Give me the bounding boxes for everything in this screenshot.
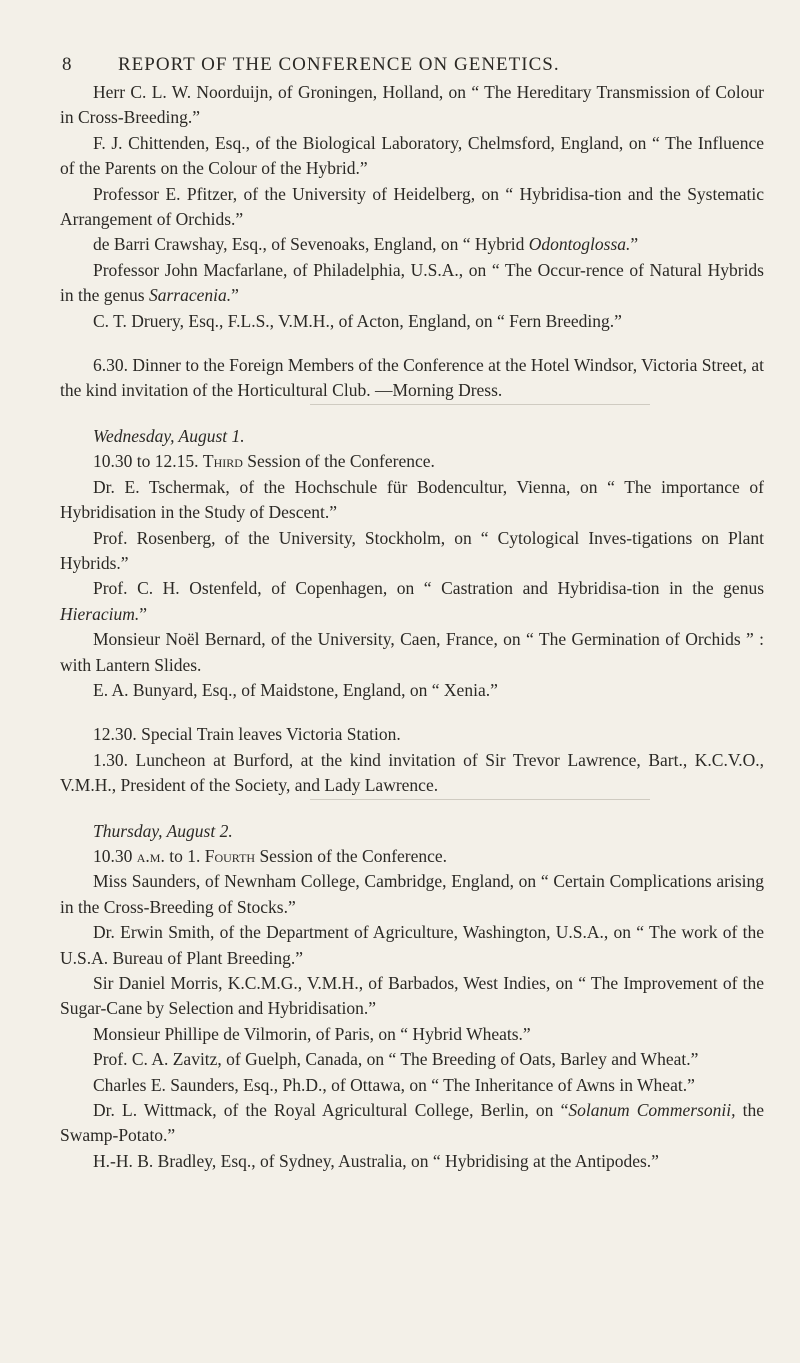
- session-fourth-am: a.m.: [136, 845, 165, 866]
- session-fourth-rest: Session of the Conference.: [259, 845, 448, 866]
- session-third-time: 10.30 to 12.15.: [93, 451, 199, 472]
- entry-wittmack: [60, 1098, 764, 1149]
- entry-ostenfeld-genus: Hieracium.: [60, 603, 140, 624]
- session-fourth: [60, 844, 764, 869]
- entry-train: 12.30. Special Train leaves Victoria Station.: [93, 724, 401, 745]
- entry-vilmorin: Monsieur Phillipe de Vilmorin, of Paris, on “ Hybrid Wheats.”: [93, 1023, 531, 1044]
- entry-crawshay: de Barri Crawshay, Esq., of Sevenoaks, England, on “ Hybrid Odontoglossa.”: [93, 234, 639, 255]
- entry-charles-saunders: Charles E. Saunders, Esq., Ph.D., of Ottawa, on “ The Inheritance of Awns in Wheat.”: [93, 1074, 695, 1095]
- entry-crawshay-genus: Odontoglossa.: [528, 234, 631, 255]
- entry-wittmack-post: the Swamp-Potato.”: [60, 1100, 764, 1146]
- entry-crawshay-text: de Barri Crawshay, Esq., of Sevenoaks, England, on “ Hybrid: [93, 234, 525, 255]
- date-wednesday: Wednesday, August 1.: [93, 425, 245, 446]
- session-fourth-time: 10.30: [93, 845, 133, 866]
- entry-wittmack-species: Solanum Commersonii,: [568, 1100, 736, 1121]
- entry-rosenberg: Prof. Rosenberg, of the University, Stockholm, on “ Cytological Inves-tigations on Plant Hybrids.”: [60, 527, 764, 573]
- date-thursday: Thursday, August 2.: [93, 820, 233, 841]
- session-fourth-to: to 1.: [169, 845, 201, 866]
- entry-macfarlane-text: Professor John Macfarlane, of Philadelphia, U.S.A., on “ The Occur-rence of Natural Hybrids in the genus: [60, 259, 764, 306]
- session-fourth-word: Fourth: [204, 845, 256, 866]
- entry-noorduijn: Herr C. L. W. Noorduijn, of Groningen, Holland, on “ The Hereditary Transmission of Colour in Cross-Breeding.”: [60, 82, 764, 128]
- entry-bradley: H.-H. B. Bradley, Esq., of Sydney, Australia, on “ Hybridising at the Antipodes.”: [93, 1150, 659, 1171]
- session-third: [60, 449, 764, 474]
- entry-smith: Dr. Erwin Smith, of the Department of Agriculture, Washington, U.S.A., on “ The work of the U.S.A. Bureau of Plant Breeding.”: [60, 922, 764, 968]
- entry-macfarlane: Professor John Macfarlane, of Philadelphia, U.S.A., on “ The Occur-rence of Natural Hybrids in the genus Sarracenia.”: [60, 259, 764, 306]
- entry-morris: Sir Daniel Morris, K.C.M.G., V.M.H., of Barbados, West Indies, on “ The Improvement of the Sugar-Cane by Selection and Hybridisation.”: [60, 973, 764, 1019]
- entry-wittmack-pre: Dr. L. Wittmack, of the Royal Agricultural College, Berlin, on “: [93, 1100, 569, 1121]
- entry-pfitzer: Professor E. Pfitzer, of the University of Heidelberg, on “ Hybridisa-tion and the Systematic Arrangement of Orchids.”: [60, 183, 764, 230]
- entry-bernard: Monsieur Noël Bernard, of the University, Caen, France, on “ The Germination of Orchids ” : with Lantern Slides.: [60, 629, 764, 675]
- entry-dinner: 6.30. Dinner to the Foreign Members of the Conference at the Hotel Windsor, Victoria Street, at the kind invitation of the Horticultural Club. —Morning Dress.: [60, 355, 764, 401]
- entry-zavitz: Prof. C. A. Zavitz, of Guelph, Canada, on “ The Breeding of Oats, Barley and Wheat.”: [93, 1049, 699, 1070]
- entry-ostenfeld-text: Prof. C. H. Ostenfeld, of Copenhagen, on “ Castration and Hybridisa-tion in the genus: [93, 578, 764, 599]
- page-number: 8: [62, 54, 72, 75]
- entry-tschermak: Dr. E. Tschermak, of the Hochschule für Bodencultur, Vienna, on “ The importance of Hybridisation in the Study of Descent.”: [60, 476, 764, 523]
- entry-chittenden: F. J. Chittenden, Esq., of the Biological Laboratory, Chelmsford, England, on “ The Influence of the Parents on the Colour of the Hybrid.”: [60, 132, 764, 179]
- entry-bunyard: E. A. Bunyard, Esq., of Maidstone, England, on “ Xenia.”: [93, 679, 498, 700]
- entry-luncheon: 1.30. Luncheon at Burford, at the kind invitation of Sir Trevor Lawrence, Bart., K.C.V.O., V.M.H., President of the Society, and Lady Lawrence.: [60, 749, 764, 796]
- running-head: REPORT OF THE CONFERENCE ON GENETICS.: [118, 54, 560, 75]
- session-third-word: Third: [202, 451, 243, 472]
- section-rule-2: [310, 799, 650, 800]
- entry-ostenfeld: Prof. C. H. Ostenfeld, of Copenhagen, on “ Castration and Hybridisa-tion in the genus Hieracium.”: [60, 578, 764, 624]
- entry-macfarlane-genus: Sarracenia.: [148, 285, 232, 306]
- entry-saunders: Miss Saunders, of Newnham College, Cambridge, England, on “ Certain Complications arising in the Cross-Breeding of Stocks.”: [60, 871, 764, 917]
- entry-druery: C. T. Druery, Esq., F.L.S., V.M.H., of Acton, England, on “ Fern Breeding.”: [93, 310, 622, 331]
- section-rule: [310, 404, 650, 405]
- session-third-rest: Session of the Conference.: [247, 451, 435, 472]
- programme-text: [60, 80, 764, 1174]
